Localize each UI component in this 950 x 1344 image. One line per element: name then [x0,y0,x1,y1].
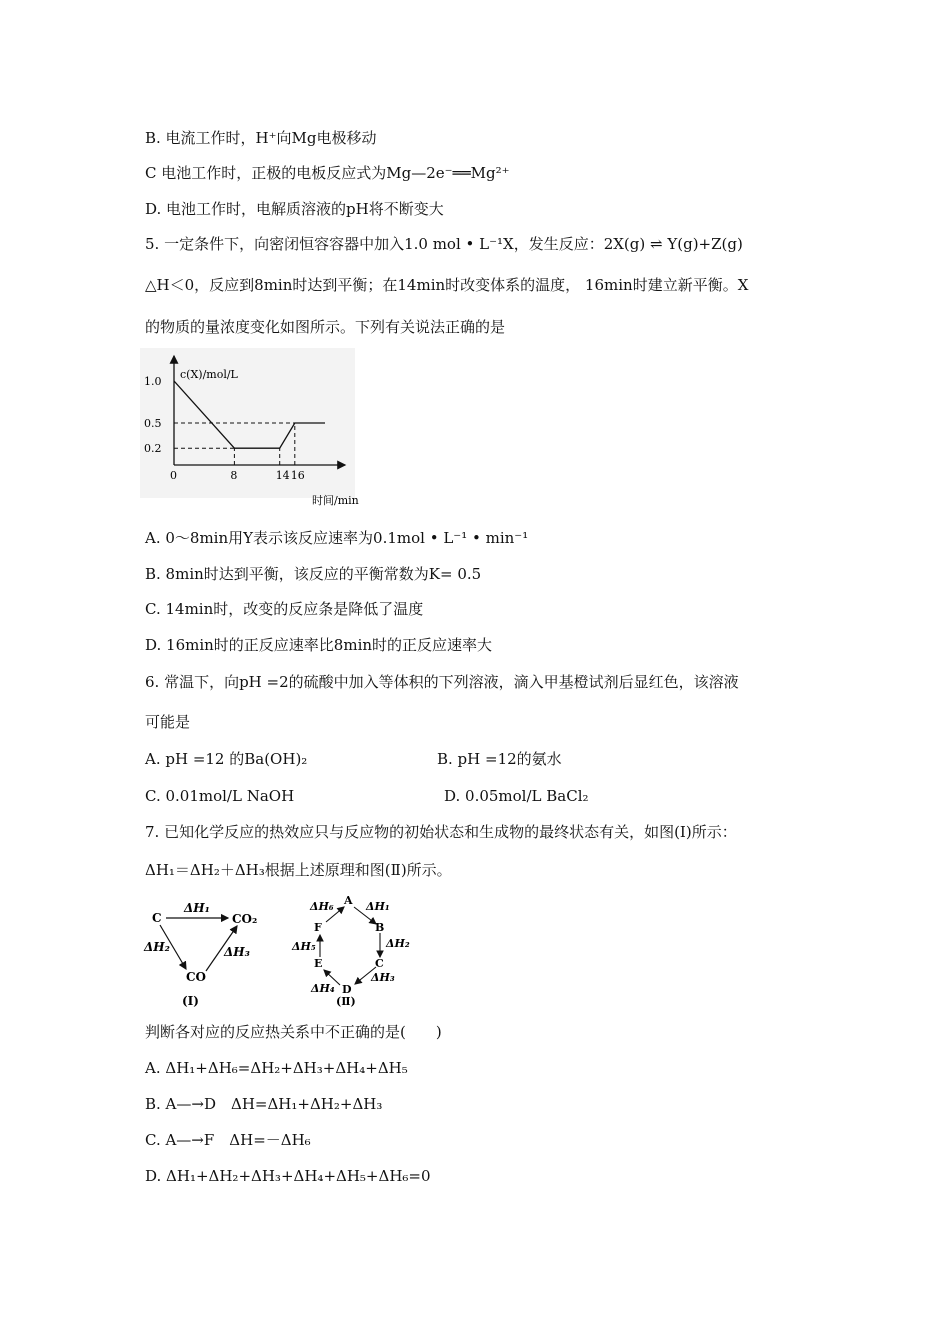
concentration-chart [140,348,380,517]
q7-stem-line-1: 7. 已知化学反应的热效应只与反应物的初始状态和生成物的最终状态有关，如图(Ⅰ)所示： [145,823,737,841]
q7-option-b: B. A—→D ΔH=ΔH₁+ΔH₂+ΔH₃ [145,1095,383,1113]
label-h2: ΔH₂ [386,937,410,950]
x-axis-label: 时间/min [312,494,359,507]
q6-option-c: C. 0.01mol/L NaOH [145,787,295,805]
node-b: B [375,921,385,934]
q7-option-d: D. ΔH₁+ΔH₂+ΔH₃+ΔH₄+ΔH₅+ΔH₆=0 [145,1167,431,1185]
diagram-two [291,894,410,1008]
q5-stem-line-3: 的物质的量浓度变化如图所示。下列有关说法正确的是 [145,318,506,336]
y-tick-label: 0.2 [144,442,162,456]
label-h3: ΔH₃ [371,971,395,984]
enthalpy-diagrams [140,893,420,1017]
label-h3: ΔH₃ [224,945,250,959]
label-h4: ΔH₄ [311,982,335,995]
label-h2: ΔH₂ [144,940,170,954]
node-f: F [314,921,322,934]
q4-option-d: D. 电池工作时，电解质溶液的pH将不断变大 [145,200,444,218]
label-h1: ΔH₁ [184,901,210,915]
q6-option-a: A. pH =12 的Ba(OH)₂ [145,750,308,768]
q7-option-c: C. A—→F ΔH=－ΔH₆ [145,1131,311,1149]
q6-stem-line-1: 6. 常温下，向pH =2的硫酸中加入等体积的下列溶液，滴入甲基橙试剂后显红色，该溶液 [145,673,739,691]
diagram-one [143,901,257,1008]
q7-option-a: A. ΔH₁+ΔH₆=ΔH₂+ΔH₃+ΔH₄+ΔH₅ [145,1059,408,1077]
q5-option-d: D. 16min时的正反应速率比8min时的正反应速率大 [145,636,493,654]
label-h5: ΔH₅ [292,940,316,953]
node-c: C [375,957,384,970]
node-c: C [152,911,162,925]
enthalpy-diagrams-svg [140,893,420,1013]
x-tick-label: 14 [275,469,290,482]
x-tick-label: 16 [290,469,305,482]
caption-one: (Ⅰ) [182,994,199,1008]
q6-option-d: D. 0.05mol/L BaCl₂ [444,787,589,805]
q5-stem-line-1: 5. 一定条件下，向密闭恒容容器中加入1.0 mol • L⁻¹X，发生反应：2X(g) ⇌ Y(g)+Z(g) [145,235,743,253]
x-tick-label: 8 [230,469,238,482]
x-tick-label: 0 [170,469,177,482]
label-h1: ΔH₁ [366,900,390,913]
q5-stem-line-2: △H＜0，反应到8min时达到平衡；在14min时改变体系的温度， 16min时建立新平衡。X [145,276,749,294]
node-e: E [314,957,323,970]
y-tick-label: 0.5 [144,417,162,430]
concentration-chart-svg [140,348,380,513]
node-co2: CO₂ [232,912,258,926]
q5-option-c: C. 14min时，改变的反应条是降低了温度 [145,600,424,618]
q6-stem-line-2: 可能是 [145,713,191,731]
q7-stem-line-2: ΔH₁＝ΔH₂＋ΔH₃根据上述原理和图(Ⅱ)所示。 [145,861,452,879]
q4-option-c: C 电池工作时，正极的电板反应式为Mg—2e⁻══Mg²⁺ [145,164,510,182]
q7-prompt: 判断各对应的反应热关系中不正确的是( ) [145,1023,442,1041]
y-tick-label: 1.0 [144,375,162,388]
q5-option-a: A. 0～8min用Y表示该反应速率为0.1mol • L⁻¹ • min⁻¹ [145,529,529,547]
y-axis-label: c(X)/mol/L [180,368,238,381]
q5-option-b: B. 8min时达到平衡，该反应的平衡常数为K= 0.5 [145,565,482,583]
q6-option-b: B. pH =12的氨水 [437,750,562,768]
node-d: D [342,983,352,996]
q4-option-b: B. 电流工作时，H⁺向Mg电极移动 [145,129,377,147]
caption-two: (Ⅱ) [336,995,356,1008]
label-h6: ΔH₆ [310,900,334,913]
node-co: CO [186,970,207,984]
node-a: A [344,894,353,907]
